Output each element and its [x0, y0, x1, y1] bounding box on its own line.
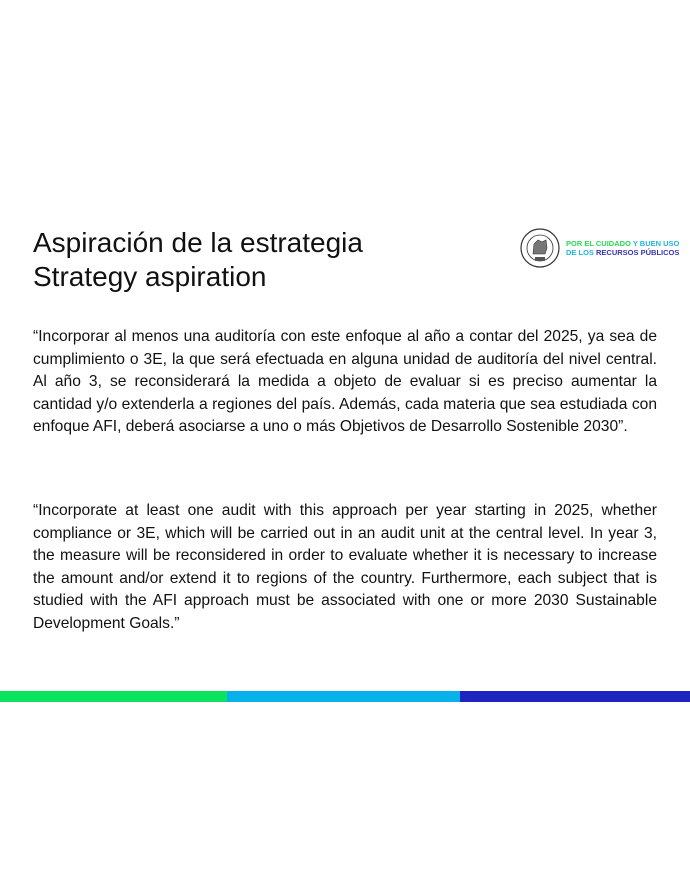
quote-spanish: “Incorporar al menos una auditoría con este enfoque al año a contar del 2025, ya sea de cumplimiento o 3E, la que será efectuada en alguna unidad de auditoría del nivel central. Al año 3, se reconsiderará la medida a objeto de evaluar si es preciso aumentar la cantidad y/o extenderla a regiones del país. Además, cada materia que sea estudiada con enfoque AFI, deberá asociarse a uno o más Objetivos de Desarrollo Sostenible 2030”. [33, 328, 657, 436]
slogan-part: RECURSOS PÚBLICOS [596, 248, 680, 257]
slogan-part: Y BUEN USO [630, 239, 680, 248]
title-spanish: Aspiración de la estrategia [33, 227, 363, 258]
slogan [566, 239, 679, 257]
slogan-part: POR EL CUIDADO [566, 239, 631, 248]
slogan-part: DE LOS [566, 248, 597, 257]
title-english: Strategy aspiration [33, 261, 267, 292]
seal-icon [520, 228, 560, 268]
slide-title [33, 226, 363, 294]
footer-bar-green [0, 691, 227, 702]
quote-english: “Incorporate at least one audit with this approach per year starting in 2025, whether compliance or 3E, which will be carried out in an audit unit at the central level. In year 3, the measure will be reconsidered in order to evaluate whether it is necessary to increase the amount and/or extend it to regions of the country. Furthermore, each subject that is studied with the AFI approach must be associated with one or more 2030 Sustainable Development Goals.” [33, 502, 657, 632]
logo [520, 228, 679, 268]
footer-bar-blue [460, 691, 690, 702]
footer-bar-cyan [227, 691, 460, 702]
